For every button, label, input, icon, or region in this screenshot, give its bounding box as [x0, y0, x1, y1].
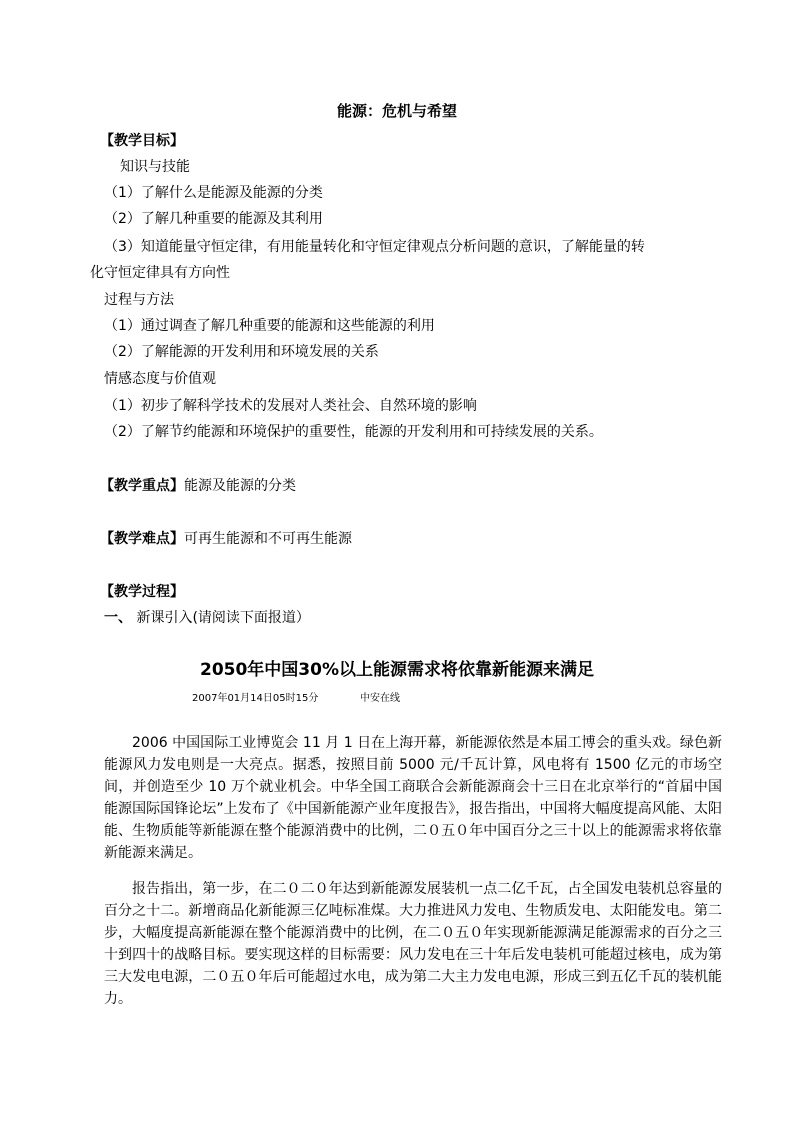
knowledge-skills-heading: 知识与技能 — [120, 159, 190, 175]
knowledge-item: （3）知道能量守恒定律，有用能量转化和守恒定律观点分析问题的意识，了解能量的转 — [104, 239, 645, 255]
emotion-item: （1）初步了解科学技术的发展对人类社会、自然环境的影响 — [104, 398, 477, 414]
step-one-number: 一、 — [104, 610, 132, 626]
news-headline: 2050年中国30%以上能源需求将依靠新能源来满足 — [199, 660, 594, 680]
knowledge-item: （1）了解什么是能源及能源的分类 — [104, 185, 323, 201]
news-date: 2007年01月14日05时15分 — [192, 693, 319, 704]
news-paragraph: 2006 中国国际工业博览会 11 月 1 日在上海开幕，新能源依然是本届工博会的重头戏。绿色新能源风力发电则是一大亮点。据悉，按照目前 5000 元/千瓦计算，风电将有 1500 亿元的市场空间，并创造至少 10 万个就业机会。中华全国工商联合会新能源商会十三日在北京举行的“首届中国能源国际国锋论坛”上发布了《中国新能源产业年度报告》，报告指出，中国将大幅度提高风能、太阳能、生物质能等新能源在整个能源消费中的比例，二０五０年中国百分之三十以上的能源需求将依靠新能源来满足。 — [104, 735, 722, 861]
process-item: （2）了解能源的开发利用和环境发展的关系 — [104, 344, 379, 360]
difficulty-text: 可再生能源和不可再生能源 — [184, 531, 352, 547]
knowledge-item: （2）了解几种重要的能源及其利用 — [104, 211, 323, 227]
step-one-row — [104, 608, 310, 628]
news-source: 中安在线 — [360, 693, 400, 704]
step-one-text: 新课引入(请阅读下面报道） — [136, 610, 310, 626]
difficulty-heading: 【教学难点】 — [100, 531, 184, 547]
difficulty-row — [100, 529, 352, 549]
knowledge-item-continuation: 化守恒定律具有方向性 — [90, 265, 230, 281]
document-title: 能源：危机与希望 — [336, 102, 457, 120]
emotion-item: （2）了解节约能源和环境保护的重要性，能源的开发利用和可持续发展的关系。 — [104, 424, 603, 440]
process-item: （1）通过调查了解几种重要的能源和这些能源的利用 — [104, 318, 435, 334]
emotion-values-heading: 情感态度与价值观 — [104, 371, 216, 387]
teaching-goals-heading: 【教学目标】 — [100, 133, 184, 149]
key-point-text: 能源及能源的分类 — [184, 478, 296, 494]
process-method-heading: 过程与方法 — [104, 292, 174, 308]
key-point-row — [100, 476, 296, 496]
key-point-heading: 【教学重点】 — [100, 478, 184, 494]
news-paragraph: 报告指出，第一步，在二０二０年达到新能源发展装机一点二亿千瓦，占全国发电装机总容量的百分之十二。新增商品化新能源三亿吨标准煤。大力推进风力发电、生物质发电、太阳能发电。第二步，大幅度提高新能源在整个能源消费中的比例，在二０五０年实现新能源满足能源需求的百分之三十到四十的战略目标。要实现这样的目标需要：风力发电在三十年后发电装机可能超过核电，成为第三大发电电源，二０五０年后可能超过水电，成为第二大主力发电电源，形成三到五亿千瓦的装机能力。 — [104, 881, 722, 1007]
teaching-process-heading: 【教学过程】 — [100, 584, 184, 600]
